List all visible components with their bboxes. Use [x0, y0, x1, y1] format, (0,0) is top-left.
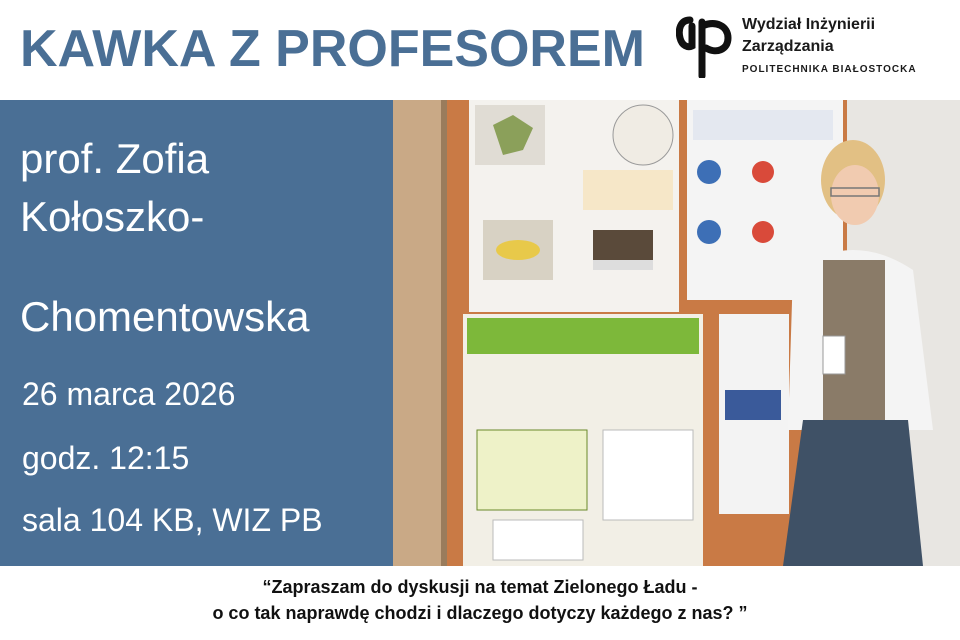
- speaker-name-line1: prof. Zofia: [20, 135, 210, 182]
- speaker-name-line3: Chomentowska: [20, 293, 310, 340]
- page-title: KAWKA Z PROFESOREM: [20, 20, 645, 78]
- wiz-logo-icon: [676, 16, 732, 78]
- quote-line2: o co tak naprawdę chodzi i dlaczego dotyczy każdego z nas? ”: [212, 603, 748, 623]
- invitation-quote: [0, 566, 960, 640]
- event-date: 26 marca 2026: [22, 376, 236, 412]
- quote-line1: “Zapraszam do dyskusji na temat Zielonego Ładu -: [262, 577, 698, 597]
- faculty-logo: [676, 14, 946, 84]
- speaker-photo: [393, 100, 960, 566]
- speaker-name-line2: Kołoszko-: [20, 193, 205, 240]
- event-room: sala 104 KB, WIZ PB: [22, 502, 323, 538]
- photo-illustration: [393, 100, 960, 566]
- logo-text-line3: POLITECHNIKA BIAŁOSTOCKA: [742, 64, 917, 75]
- event-time: godz. 12:15: [22, 440, 190, 476]
- logo-text-line1: Wydział Inżynierii: [742, 16, 876, 33]
- logo-text-line2: Zarządzania: [742, 38, 834, 55]
- info-panel: [0, 100, 393, 566]
